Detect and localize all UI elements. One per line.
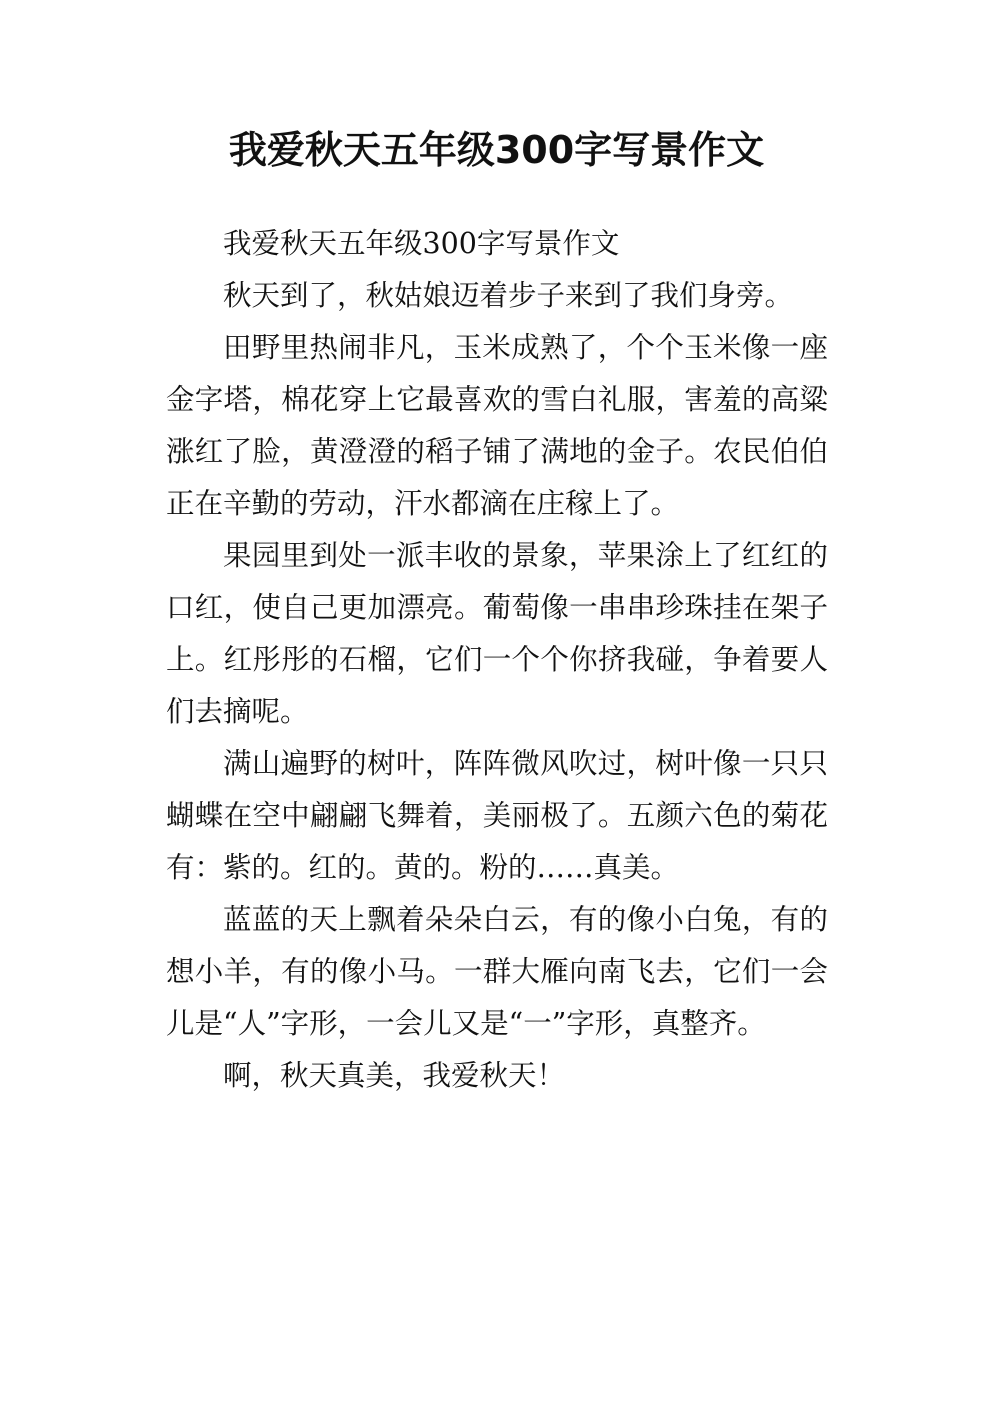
document-body [166,218,828,1102]
paragraph-fields: 田野里热闹非凡，玉米成熟了，个个玉米像一座金字塔，棉花穿上它最喜欢的雪白礼服，害羞的高粱涨红了脸，黄澄澄的稻子铺了满地的金子。农民伯伯正在辛勤的劳动，汗水都滴在庄稼上了。 [166,331,828,520]
paragraph-sky: 蓝蓝的天上飘着朵朵白云，有的像小白兔，有的想小羊，有的像小马。一群大雁向南飞去，它们一会儿是“人”字形，一会儿又是“一”字形，真整齐。 [166,903,828,1040]
paragraph-orchard: 果园里到处一派丰收的景象，苹果涂上了红红的口红，使自己更加漂亮。葡萄像一串串珍珠挂在架子上。红彤彤的石榴，它们一个个你挤我碰，争着要人们去摘呢。 [166,539,828,728]
paragraph-leaves: 满山遍野的树叶，阵阵微风吹过，树叶像一只只蝴蝶在空中翩翩飞舞着，美丽极了。五颜六色的菊花有：紫的。红的。黄的。粉的……真美。 [166,747,828,884]
paragraph-intro: 秋天到了，秋姑娘迈着步子来到了我们身旁。 [223,279,794,312]
paragraph-conclusion: 啊，秋天真美，我爱秋天！ [223,1059,566,1092]
paragraph-subtitle: 我爱秋天五年级300字写景作文 [223,227,620,260]
document-title: 我爱秋天五年级300字写景作文 [228,128,765,172]
